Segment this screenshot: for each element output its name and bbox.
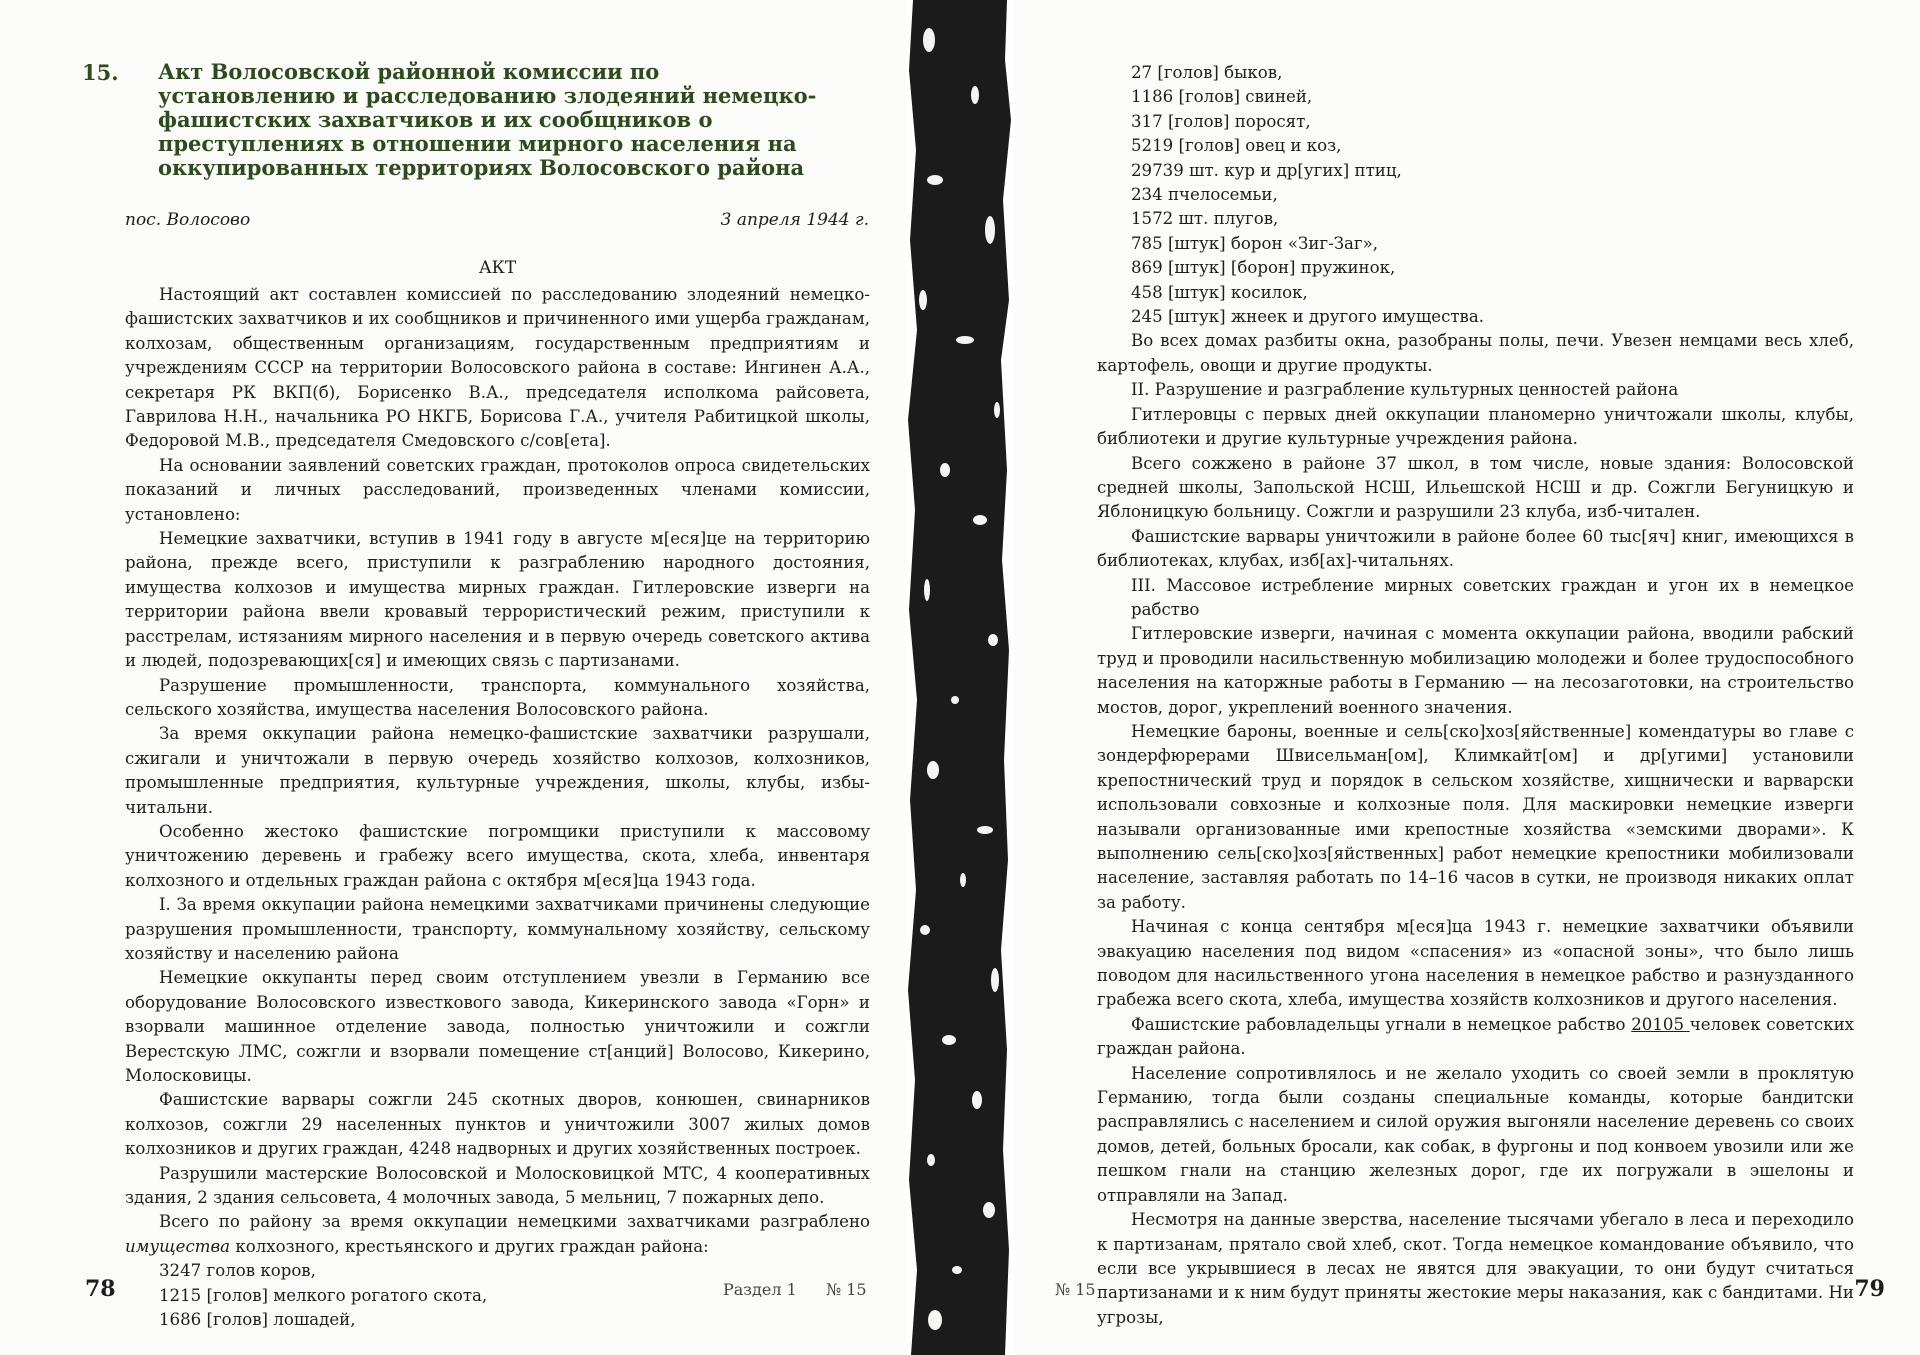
paragraph: Начиная с конца сентября м[еся]ца 1943 г. немецкие захватчики объявили эвакуацию населения под видом «спасения» из «опасной зоны», что было лишь поводом для насильственного угона населения в немецкое рабство и разнузданного грабежа всего скота, хлеба, имущества хозяйств колхозников и другого населения. (1097, 917, 1854, 1010)
left-page (0, 0, 905, 1355)
paragraph: Фашистские варвары сожгли 245 скотных дворов, конюшен, свинарников колхозов, сожгли 29 населенных пунктов и уничтожили 3007 жилых домов колхозников и других граждан, 4248 надворных и других хозяйственных построек. (125, 1090, 870, 1159)
paragraph-text: Фашистские рабовладельцы угнали в немецкое рабство (1131, 1014, 1632, 1034)
paragraph: Разрушение промышленности, транспорта, коммунального хозяйства, сельского хозяйства, имущества населения Волосовского района. (125, 675, 870, 719)
paragraph: Фашистские варвары уничтожили в районе более 60 тыс[яч] книг, имеющихся в библиотеках, клубах, изб[ах]-читальнях. (1097, 526, 1854, 571)
paragraph: Несмотря на данные зверства, население тысячами убегало в леса и переходило к партизанам, прятало свой хлеб, скот. Тогда немецкое командование объявило, что если все укрывшиеся в лесах не явятся для эвакуации, то они будут считаться партизанами и к ним будут приняты жестокие меры наказания, как с бандитами. Ни угрозы, (1097, 1210, 1854, 1327)
document-title: Акт Волосовской районной комиссии по установлению и расследованию злодеяний немецко-фашистских захватчиков и их сообщников о преступлениях в отношении мирного населения на оккупированных территориях Волосовского района (158, 59, 817, 180)
paragraph: Разрушили мастерские Волосовской и Молосковицкой МТС, 4 кооперативных здания, 2 здания сельсовета, 4 молочных завода, 5 мельниц, 7 пожарных депо. (125, 1163, 870, 1208)
section-heading-2: II. Разрушение и разграбление культурных ценностей района (1131, 380, 1679, 400)
italic-word: имущества (125, 1236, 231, 1256)
list-item: 458 [штук] косилок, (1131, 282, 1308, 302)
running-doc-number: № 15 (826, 1280, 867, 1299)
list-item: 27 [голов] быков, (1131, 63, 1283, 82)
list-item: 317 [голов] поросят, (1131, 111, 1311, 131)
document-number: 15. (82, 60, 119, 85)
running-section: Раздел 1 (723, 1280, 797, 1299)
paragraph: Гитлеровцы с первых дней оккупации планомерно уничтожали школы, клубы, библиотеки и другие культурные учреждения района. (1097, 404, 1854, 449)
paragraph: За время оккупации района немецко-фашистские захватчики разрушали, сжигали и уничтожали в первую очередь хозяйство колхозов, колхозников, промышленные предприятия, культурные учреждения, школы, клубы, избы-читальни. (125, 724, 870, 817)
paragraph-text: колхозного, крестьянского и других граждан района: (230, 1236, 709, 1256)
act-heading: АКТ (478, 258, 517, 278)
paragraph: Немецкие оккупанты перед своим отступлением увезли в Германию все оборудование Волосовского известкового завода, Кикеринского завода «Горн» и взорвали машинное отделение завода, полностью уничтожили и сожгли Верестскую ЛМС, сожгли и взорвали помещение ст[анций] Волосово, Кикерино, Молосковицы. (125, 968, 870, 1085)
inventory-list (1097, 61, 1854, 329)
paragraph: Во всех домах разбиты окна, разобраны полы, печи. Увезен немцами весь хлеб, картофель, овощи и другие продукты. (1097, 331, 1854, 375)
paragraph: Население сопротивлялось и не желало уходить со своей земли в проклятую Германию, тогда были созданы специальные команды, которые бандитски расправлялись с населением и силой оружия выгоняли население деревень со своих домов, детей, больных бросали, как собак, в фургоны и под конвоем увозили или же пешком гнали на станцию железных дорог, где их погружали в эшелоны и отправляли на Запад. (1097, 1063, 1854, 1205)
right-body-text (1097, 61, 1854, 1330)
paragraph-text: человек советских граждан района. (1097, 1014, 1854, 1059)
list-item: 5219 [голов] овец и коз, (1131, 136, 1342, 156)
list-item: 245 [штук] жнеек и другого имущества. (1131, 307, 1485, 327)
paragraph: Особенно жестоко фашистские погромщики приступили к массовому уничтожению деревень и грабежу всего имущества, скота, хлеба, инвентаря колхозного и отдельных граждан района с октября м[еся]ца 1943 года. (125, 821, 870, 890)
paragraph (125, 1210, 870, 1259)
list-item: 785 [штук] борон «Зиг-Заг», (1131, 233, 1379, 253)
paragraph: Немецкие бароны, военные и сель[ско]хоз[яйственные] комендатуры во главе с зондерфюрерами Швисельман[ом], Климкайт[ом] и др[угими] установили крепостнический труд и порядок в сельском хозяйстве, хищнически и варварски использовали совхозные и колхозные поля. Для маскировки немецкие изверги называли организованные ими крепостные хозяйства «земскими дворами». К выполнению сель[ско]хоз[яйственных] работ немецкие крепостники мобилизовали население, заставляя работать по 14–16 часов в сутки, не производя никаких оплат за работу. (1097, 721, 1854, 912)
paragraph: Всего сожжено в районе 37 школ, в том числе, новые здания: Волосовской средней школы, Запольской НСШ, Ильешской НСШ и др. Сожгли Бегуницкую и Яблоницкую больницу. Сожгли и разрушили 23 клуба, изб-читален. (1097, 453, 1854, 522)
list-item: 29739 шт. кур и др[угих] птиц, (1131, 160, 1402, 180)
paragraph-text: Всего по району за время оккупации немецкими захватчиками разграблено (159, 1212, 870, 1232)
list-item: 1186 [голов] свиней, (1131, 87, 1313, 107)
list-item: 234 пчелосемьи, (1131, 185, 1278, 205)
section-heading-3: III. Массовое истребление мирных советских граждан и угон их в немецкое рабство (1131, 575, 1854, 619)
list-item: 1215 [голов] мелкого рогатого скота, (159, 1285, 488, 1305)
page-number: 78 (85, 1276, 116, 1302)
paragraph (1097, 1013, 1854, 1062)
underlined-number: 20105 (1631, 1014, 1690, 1034)
spine-texture (905, 0, 1015, 1355)
document-place: пос. Волосово (125, 210, 251, 230)
list-item: 869 [штук] [борон] пружинок, (1131, 258, 1396, 278)
list-item: 1572 шт. плугов, (1131, 209, 1279, 229)
left-body-text (125, 283, 870, 1332)
document-date: 3 апреля 1944 г. (720, 210, 869, 230)
book-spine (905, 0, 1015, 1355)
page-number: 79 (1854, 1276, 1885, 1302)
paragraph: Настоящий акт составлен комиссией по расследованию злодеяний немецко-фашистских захватчиков и их сообщников и причиненного ими ущерба гражданам, колхозам, общественным организациям, государственным предприятиям и учреждениям СССР на территории Волосовского района в составе: Ингинен А.А., секретаря РК ВКП(б), Борисенко В.А., председателя исполкома райсовета, Гаврилова Н.Н., начальника РО НКГБ, Борисова Г.А., учителя Рабитицкой школы, Федоровой М.В., председателя Смедовского с/сов[ета]. (125, 285, 870, 451)
right-page (1015, 0, 1920, 1355)
paragraph: Гитлеровские изверги, начиная с момента оккупации района, вводили рабский труд и проводили насильственную мобилизацию молодежи и более трудоспособного населения на каторжные работы в Германию — на лесозаготовки, на строительство мостов, дорог, укреплений военного значения. (1097, 624, 1854, 717)
paragraph: Немецкие захватчики, вступив в 1941 году в августе м[еся]це на территорию района, прежде всего, приступили к разграблению народного достояния, имущества колхозов и имущества мирных граждан. Гитлеровские изверги на территории района ввели кровавый террористический режим, приступили к расстрелам, истязаниям мирного населения и в первую очередь советского актива и людей, подозревающих[ся] и имеющих связь с партизанами. (125, 529, 870, 671)
list-item: 1686 [голов] лошадей, (159, 1310, 356, 1330)
section-heading-1: I. За время оккупации района немецкими захватчиками причинены следующие разрушения промышленности, транспорту, коммунальному хозяйству, сельскому хозяйству и населению района (125, 895, 870, 963)
running-doc-number: № 15 (1055, 1280, 1096, 1299)
paragraph: На основании заявлений советских граждан, протоколов опроса свидетельских показаний и личных расследований, произведенных членами комиссии, установлено: (125, 455, 870, 524)
list-item: 3247 голов коров, (159, 1261, 316, 1281)
